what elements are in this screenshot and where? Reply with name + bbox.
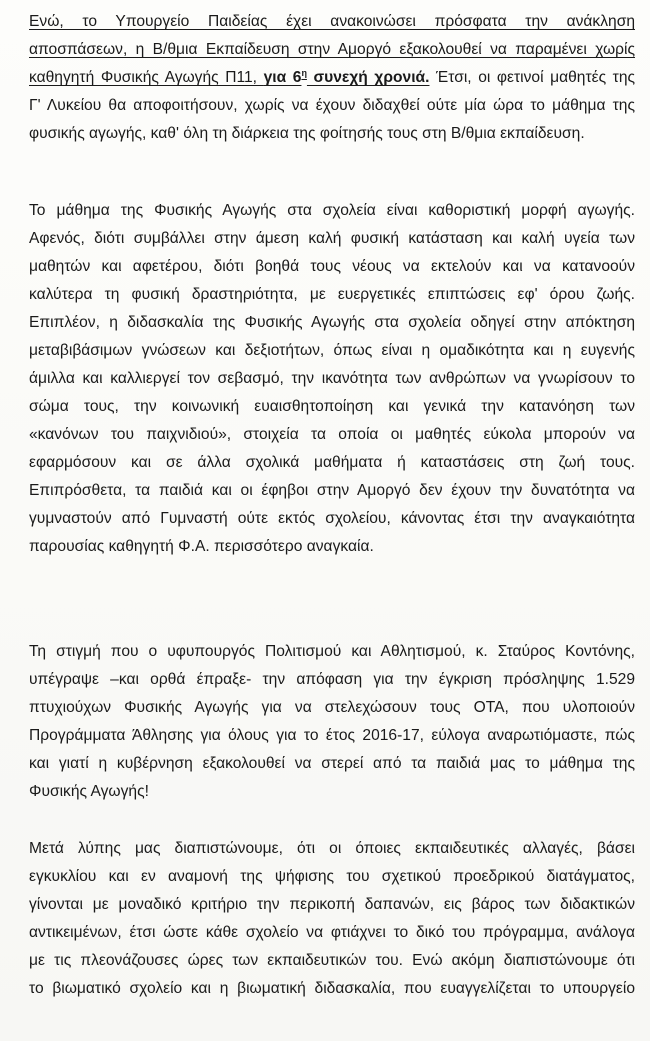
paragraph-1-bold-pre: για 6 bbox=[263, 69, 302, 86]
paragraph-2-line-7: άμιλλα και καλλιεργεί τον σεβασμό, την ικανότητα των ανθρώπων να γνωρίσουν το bbox=[29, 370, 635, 387]
paragraph-2-line-9: «κανόνων του παιχνιδιού», στοιχεία τα οποία οι μαθητές εύκολα μπορούν να bbox=[29, 426, 635, 443]
paragraph-2-line-11: Επιπρόσθετα, τα παιδιά και οι έφηβοι στην Αμοργό δεν έχουν την δυνατότητα να bbox=[29, 482, 635, 499]
paragraph-4-line-5: με τις πλεονάζουσες ώρες των εκπαιδευτικών του. Ενώ ακόμη διαπιστώνουμε ότι bbox=[29, 952, 635, 969]
paragraph-3 bbox=[29, 638, 635, 806]
paragraph-2-line-5: Επιπλέον, η διδασκαλία της Φυσικής Αγωγής στα σχολεία οδηγεί στην απόκτηση bbox=[29, 314, 635, 331]
paragraph-2-line-12: γυμναστούν από Γυμναστή ούτε εκτός σχολείου, κάνοντας έτσι την αναγκαιότητα bbox=[29, 510, 635, 527]
paragraph-4-line-6: το βιωματικό σχολείο και η βιωματική διδασκαλία, που ευαγγελίζεται το υπουργείο bbox=[29, 980, 635, 997]
paragraph-4-line-2: εγκυκλίου και εν αναμονή της ψήφισης του σχετικού προεδρικού διατάγματος, bbox=[29, 868, 635, 885]
paragraph-1-line-3-underlined: καθηγητή Φυσικής Αγωγής Π11, bbox=[29, 69, 264, 86]
paragraph-3-line-2: υπέγραψε –και ορθά έπραξε- την απόφαση για την έγκριση πρόσληψης 1.529 bbox=[29, 671, 635, 688]
paragraph-3-line-3: πτυχιούχων Φυσικής Αγωγής για να στελεχώσουν τους ΟΤΑ, που υλοποιούν bbox=[29, 699, 635, 716]
paragraph-2-line-13: παρουσίας καθηγητή Φ.Α. περισσότερο αναγκαία. bbox=[29, 538, 374, 555]
paragraph-2 bbox=[29, 197, 635, 561]
paragraph-3-line-4: Προγράμματα Άθλησης για όλους για το έτος 2016-17, εύλογα αναρωτιόμαστε, πώς bbox=[29, 727, 635, 744]
paragraph-1-line-2: αποσπάσεων, η Β/θμια Εκπαίδευση στην Αμοργό εξακολουθεί να παραμένει χωρίς bbox=[29, 41, 635, 58]
paragraph-1-bold-post: συνεχή χρονιά. bbox=[306, 69, 430, 86]
paragraph-2-line-6: μεταβιβάσιμων γνώσεων και δεξιοτήτων, όπως είναι η ομαδικότητα και η ευγενής bbox=[29, 342, 635, 359]
paragraph-4 bbox=[29, 835, 635, 1003]
paragraph-2-line-8: σώμα τους, την κοινωνική ευαισθητοποίηση και γενικά την κατανόηση των bbox=[29, 398, 635, 415]
paragraph-1-bold-sup: η bbox=[301, 67, 307, 78]
paragraph-1-line-1: Ενώ, το Υπουργείο Παιδείας έχει ανακοινώσει πρόσφατα την ανάκληση bbox=[29, 13, 635, 30]
paragraph-1 bbox=[29, 8, 635, 148]
paragraph-2-line-1: Το μάθημα της Φυσικής Αγωγής στα σχολεία είναι καθοριστική μορφή αγωγής. bbox=[29, 202, 635, 219]
paragraph-3-line-1: Τη στιγμή που ο υφυπουργός Πολιτισμού και Αθλητισμού, κ. Σταύρος Κοντόνης, bbox=[29, 643, 635, 660]
paragraph-3-line-5: και γιατί η κυβέρνηση εξακολουθεί να στερεί από τα παιδιά μας το μάθημα της bbox=[29, 755, 635, 772]
paragraph-2-line-4: καλύτερα τη φυσική δραστηριότητα, με ευεργετικές επιπτώσεις εφ' όρου ζωής. bbox=[29, 286, 635, 303]
paragraph-4-line-4: αντικειμένων, έτσι ώστε κάθε σχολείο να φτιάχνει το δικό του πρόγραμμα, ανάλογα bbox=[29, 924, 635, 941]
paragraph-4-line-3: γίνονται με μοναδικό κριτήριο την περικοπή δαπανών, εις βάρος των διδακτικών bbox=[29, 896, 635, 913]
paragraph-2-line-10: εφαρμόσουν και σε άλλα σχολικά μαθήματα ή καταστάσεις στη ζωή τους. bbox=[29, 454, 635, 471]
paragraph-1-line-4: Γ' Λυκείου θα αποφοιτήσουν, χωρίς να έχουν διδαχθεί ούτε μία ώρα το μάθημα της bbox=[29, 97, 635, 114]
paragraph-3-line-6: Φυσικής Αγωγής! bbox=[29, 783, 149, 800]
paragraph-2-line-3: μαθητών και αφετέρου, διότι βοηθά τους νέους να εκτελούν και να κατανοούν bbox=[29, 258, 635, 275]
paragraph-1-line-3 bbox=[29, 64, 635, 92]
paragraph-2-line-2: Αφενός, διότι συμβάλλει στην άμεση καλή φυσική κατάσταση και καλή υγεία των bbox=[29, 230, 635, 247]
paragraph-4-line-1: Μετά λύπης μας διαπιστώνουμε, ότι οι όποιες εκπαιδευτικές αλλαγές, βάσει bbox=[29, 840, 635, 857]
paragraph-1-line-5: φυσικής αγωγής, καθ' όλη τη διάρκεια της φοίτησής τους στη Β/θμια εκπαίδευση. bbox=[29, 125, 585, 142]
paragraph-1-line-3-rest: Έτσι, οι φετινοί μαθητές της bbox=[429, 69, 636, 86]
